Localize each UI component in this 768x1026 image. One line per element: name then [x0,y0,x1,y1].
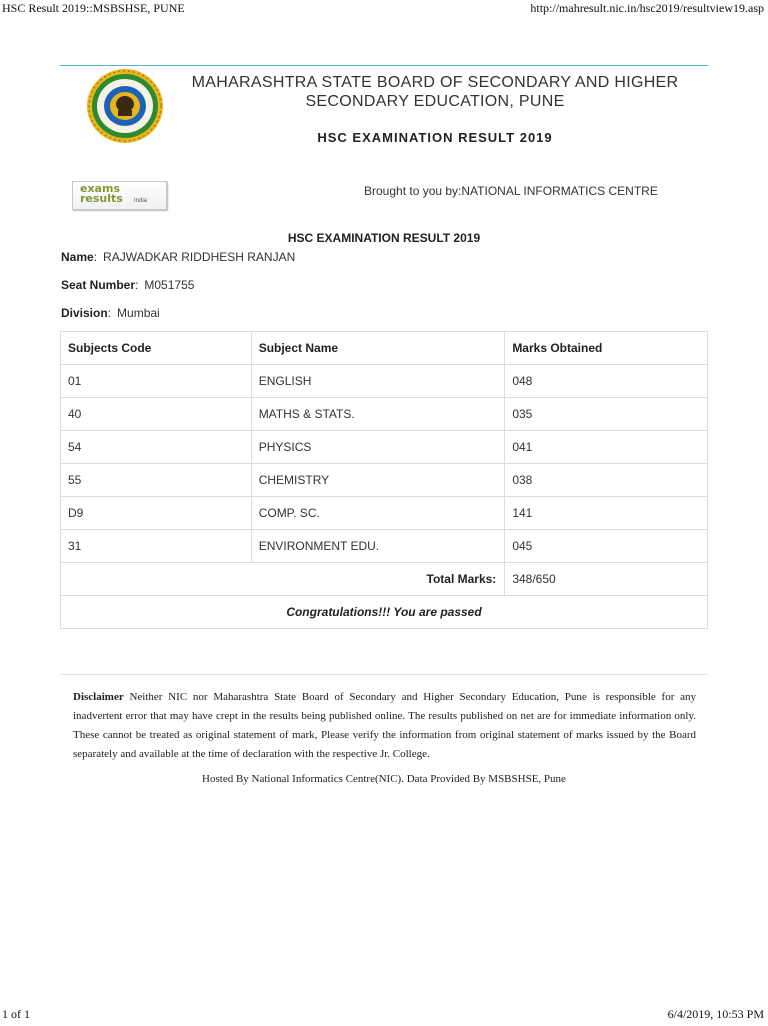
footer-divider [60,674,708,675]
logo-text-india: India [134,198,148,204]
marks-obtained: 045 [505,530,708,563]
subject-code: 01 [61,365,252,398]
disclaimer-text: Neither NIC nor Maharashtra State Board of Secondary and Higher Secondary Education, Pune is responsible for any inadvertent error that may have crept in the results being published online. The results published on net are for immediate information only. These cannot be treated as original statement of mark, Please verify the information from original statement of marks issued by the Board separately and available at the time of declaration with the respective Jr. College. [73,691,696,760]
table-header-row [61,332,708,365]
board-title-line1: MAHARASHTRA STATE BOARD OF SECONDARY AND HIGHER [191,74,679,91]
subject-name: ENVIRONMENT EDU. [251,530,505,563]
page-url: http://mahresult.nic.in/hsc2019/resultview19.asp [530,1,764,15]
subject-code: 54 [61,431,252,464]
subject-code: 40 [61,398,252,431]
exam-title: HSC EXAMINATION RESULT 2019 [317,130,553,145]
table-row [61,530,708,563]
student-name: Name: RAJWADKAR RIDDHESH RANJAN [61,250,296,264]
subject-code: 55 [61,464,252,497]
brought-to-you-by: Brought to you by:NATIONAL INFORMATICS CENTRE [364,184,658,198]
header-subject-code: Subjects Code [61,332,252,365]
total-marks-label: Total Marks: [61,563,505,596]
board-seal-icon [82,66,168,146]
name-label: Name [61,250,94,264]
marks-table [60,331,708,629]
division-label: Division [61,306,108,320]
table-row [61,497,708,530]
exams-results-logo[interactable] [72,181,167,210]
result-title: HSC EXAMINATION RESULT 2019 [287,231,481,245]
disclaimer [73,688,696,764]
subject-code: D9 [61,497,252,530]
marks-obtained: 041 [505,431,708,464]
total-row [61,563,708,596]
table-row [61,398,708,431]
page-title: HSC Result 2019::MSBSHSE, PUNE [2,1,185,15]
header-subject-name: Subject Name [251,332,505,365]
division-value: Mumbai [117,306,160,320]
print-footer [0,1006,768,1026]
disclaimer-label: Disclaimer [73,691,124,703]
logo-text-exams: exams [80,182,120,195]
subject-name: MATHS & STATS. [251,398,505,431]
header-marks-obtained: Marks Obtained [505,332,708,365]
hosted-by: Hosted By National Informatics Centre(NIC). Data Provided By MSBSHSE, Pune [202,773,566,785]
subject-name: CHEMISTRY [251,464,505,497]
result-message: Congratulations!!! You are passed [61,596,708,629]
name-value: RAJWADKAR RIDDHESH RANJAN [103,250,296,264]
total-marks-value: 348/650 [505,563,708,596]
marks-obtained: 141 [505,497,708,530]
division: Division: Mumbai [61,306,160,320]
seat-label: Seat Number [61,278,136,292]
marks-obtained: 048 [505,365,708,398]
table-row [61,464,708,497]
print-header [0,0,768,20]
marks-obtained: 035 [505,398,708,431]
page-count: 1 of 1 [2,1007,30,1021]
logo-text-results: results [80,192,123,205]
subject-name: PHYSICS [251,431,505,464]
seat-number: Seat Number: M051755 [61,278,195,292]
seat-value: M051755 [144,278,195,292]
subject-name: COMP. SC. [251,497,505,530]
marks-obtained: 038 [505,464,708,497]
print-datetime: 6/4/2019, 10:53 PM [667,1007,764,1021]
subject-name: ENGLISH [251,365,505,398]
table-row [61,365,708,398]
board-title-line2: SECONDARY EDUCATION, PUNE [305,93,565,110]
result-row [61,596,708,629]
table-row [61,431,708,464]
board-title [170,73,700,111]
subject-code: 31 [61,530,252,563]
